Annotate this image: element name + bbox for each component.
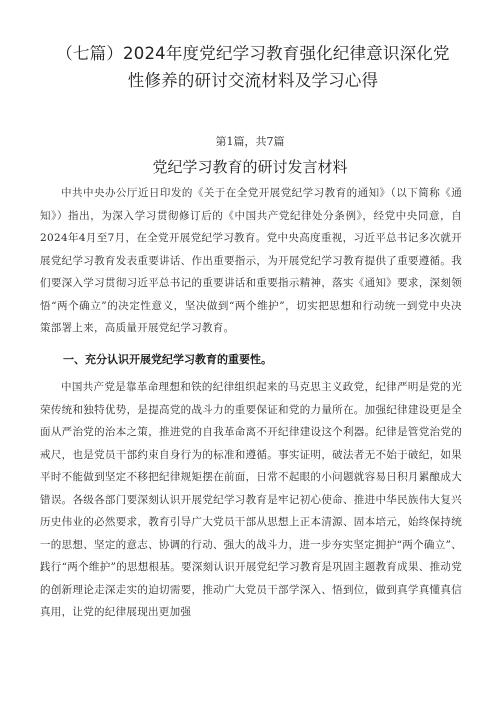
part-indicator: 第1篇，共7篇 xyxy=(215,135,285,148)
heading-1: 一、充分认识开展党纪学习教育的重要性。 xyxy=(63,353,272,366)
document-title: （七篇）2024年度党纪学习教育强化纪律意识深化党性修养的研讨交流材料及学习心得 xyxy=(56,44,450,90)
paragraph-1: 中共中央办公厅近日印发的《关于在全党开展党纪学习教育的通知》（以下简称《通知》）指出，为深入学习贯彻修订后的《中国共产党纪律处分条例》，经党中央同意，自2024年4月至7月，在全党开展党纪学习教育。党中央高度重视，习近平总书记多次就开展党纪学习教育发表重要讲话、作出重要指示，为开展党纪学习教育提供了重要遵循。我们要深入学习贯彻习近平总书记的重要讲话和重要指示精神，落实《通知》要求，深刻领悟“两个确立”的决定性意义，坚决做到“两个维护”，切实把思想和行动统一到党中央决策部署上来，高质量开展党纪学习教育。 xyxy=(40,187,462,334)
section-title: 党纪学习教育的研讨发言材料 xyxy=(152,158,348,176)
paragraph-2: 中国共产党是靠革命理想和铁的纪律组织起来的马克思主义政党，纪律严明是党的光荣传统和独特优势，是提高党的战斗力的重要保证和党的力量所在。加强纪律建设更是全面从严治党的治本之策，推进党的自我革命离不开纪律建设这个利器。纪律是管党治党的戒尺，也是党员干部约束自身行为的标准和遵循。事实证明，破法者无不始于破纪，如果平时不能做到坚定不移把纪律规矩摆在前面，日常不起眼的小问题就容易日积月累酿成大错误。各级各部门要深刻认识开展党纪学习教育是牢记初心使命、推进中华民族伟大复兴历史伟业的必然要求，教育引导广大党员干部从思想上正本清源、固本培元，始终保持统一的思想、坚定的意志、协调的行动、强大的战斗力，进一步夯实坚定拥护“两个确立”、践行“两个维护”的思想根基。要深刻认识开展党纪学习教育是巩固主题教育成果、推动党的创新理论走深走实的迫切需要，推动广大党员干部学深入、悟到位，做到真学真懂真信真用，让党的纪律展现出更加强 xyxy=(40,381,462,618)
